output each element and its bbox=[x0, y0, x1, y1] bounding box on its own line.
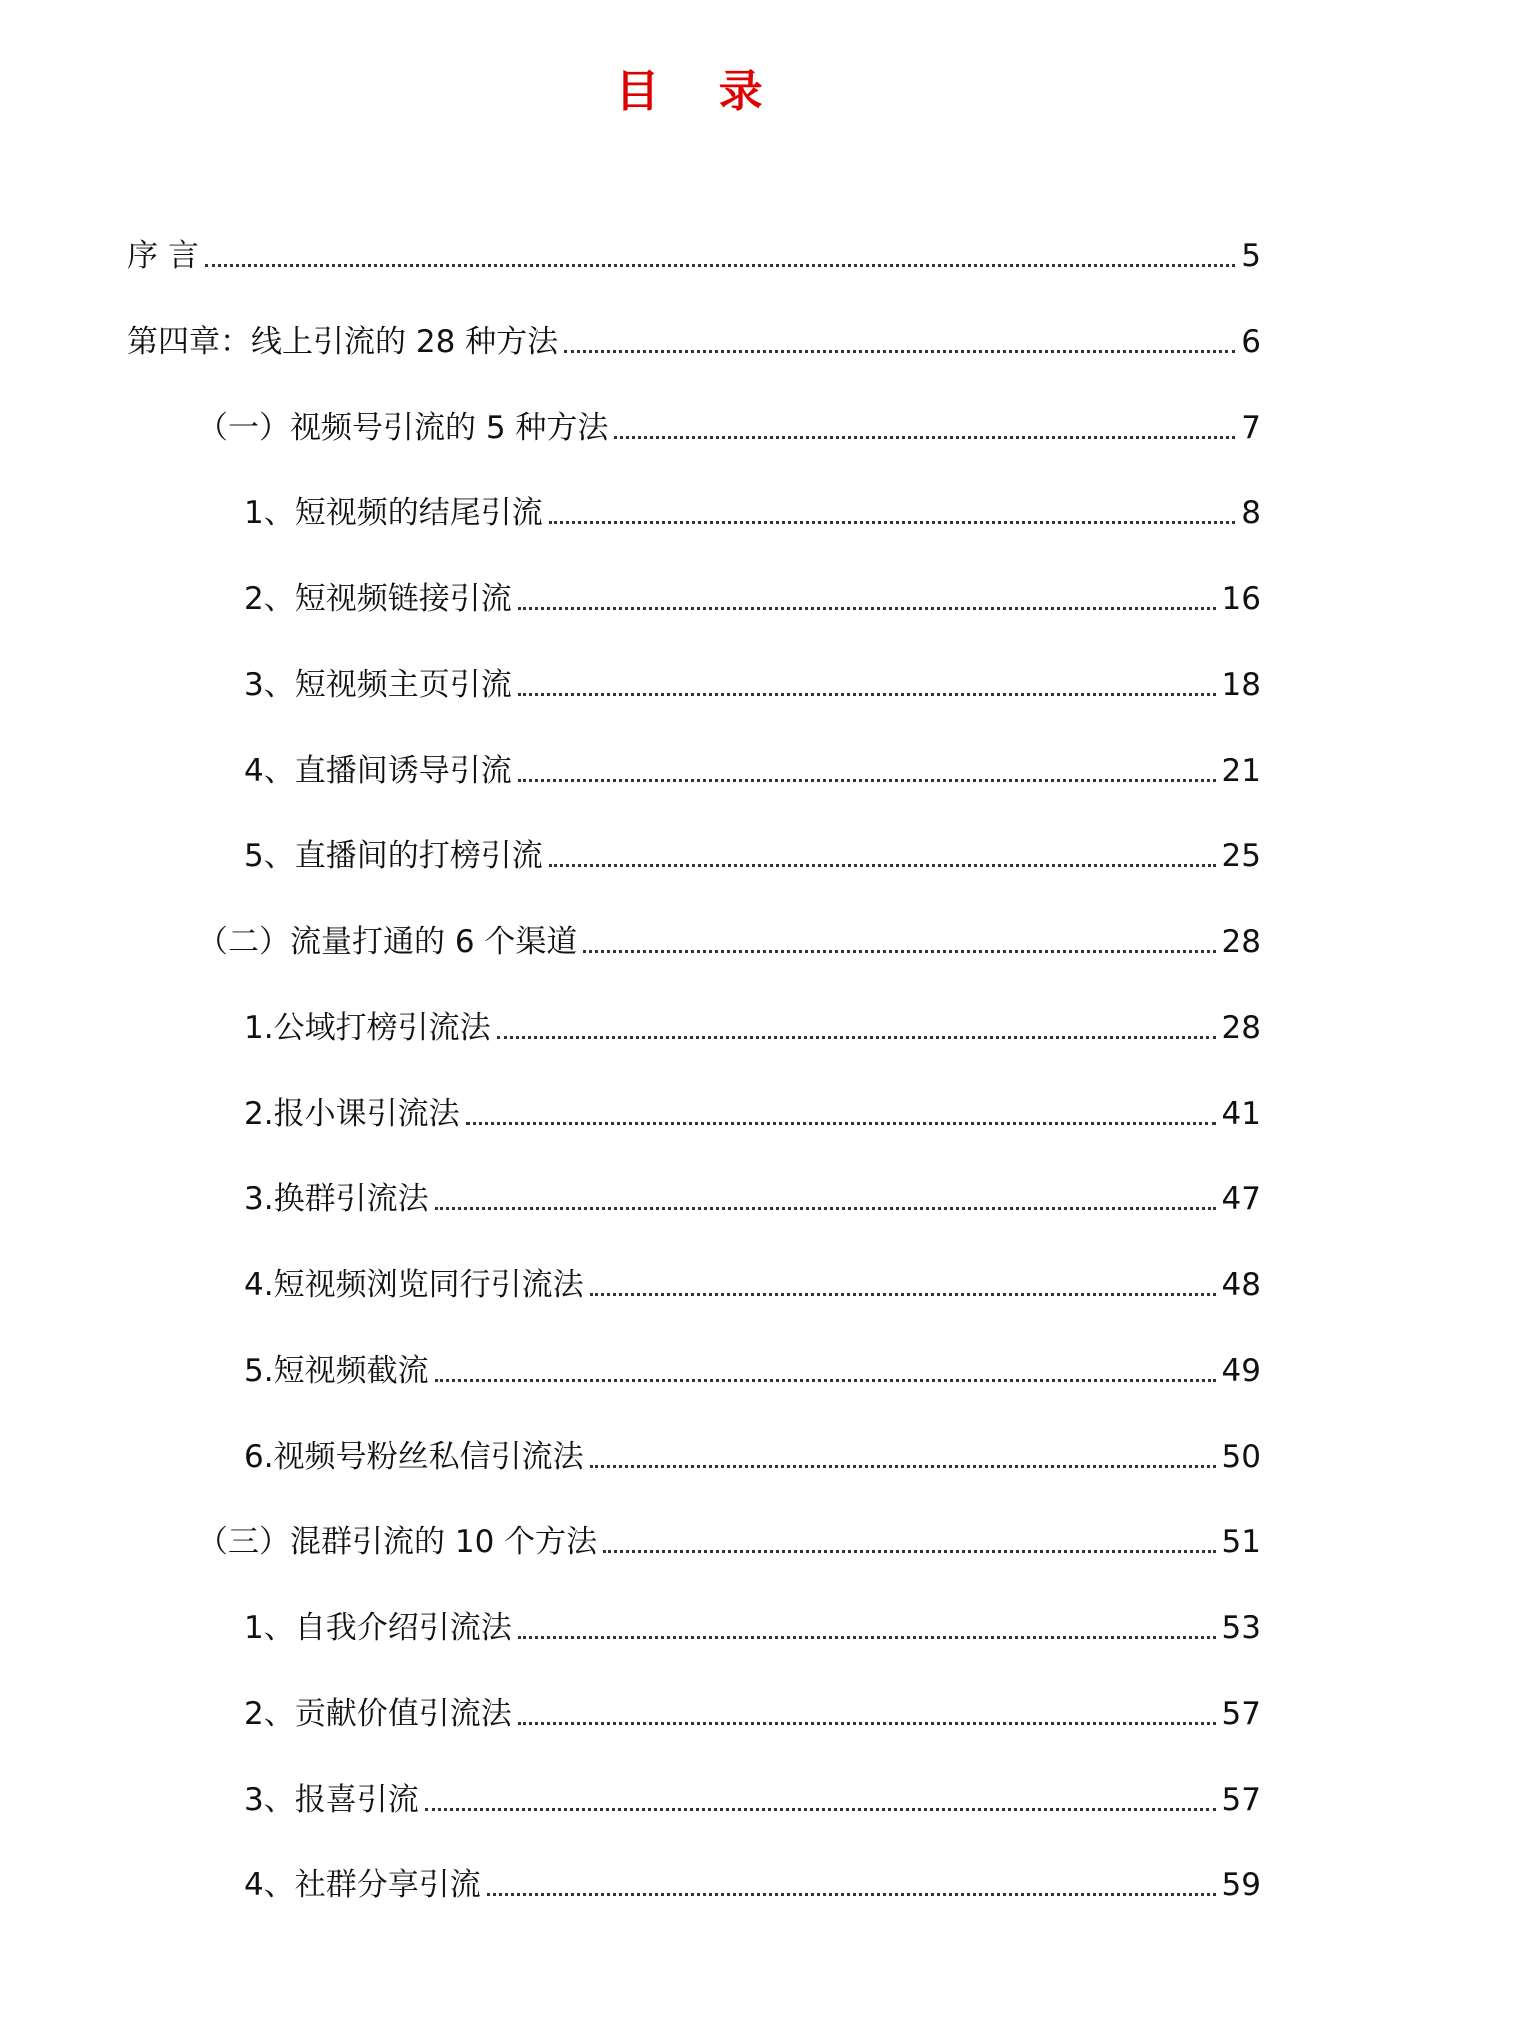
toc-page-number: 25 bbox=[1221, 838, 1261, 874]
toc-entry-label: 6.视频号粉丝私信引流法 bbox=[244, 1439, 584, 1475]
toc-entry-label: 序 言 bbox=[127, 238, 199, 274]
toc-entry[interactable] bbox=[244, 661, 1261, 705]
toc-entry-label: 2、贡献价值引流法 bbox=[244, 1696, 512, 1732]
dot-leader bbox=[518, 1722, 1216, 1725]
toc-page-number: 7 bbox=[1241, 410, 1261, 446]
dot-leader bbox=[518, 779, 1216, 782]
dot-leader bbox=[518, 693, 1216, 696]
toc-entry-section-1[interactable] bbox=[197, 404, 1261, 448]
dot-leader bbox=[466, 1122, 1216, 1125]
dot-leader bbox=[497, 1036, 1216, 1039]
toc-page-number: 53 bbox=[1221, 1610, 1261, 1646]
dot-leader bbox=[425, 1808, 1216, 1811]
toc-page-number: 41 bbox=[1221, 1096, 1261, 1132]
toc-page-number: 21 bbox=[1221, 753, 1261, 789]
toc-page-number: 59 bbox=[1221, 1867, 1261, 1903]
toc-entry[interactable] bbox=[244, 747, 1261, 791]
toc-page-number: 48 bbox=[1221, 1267, 1261, 1303]
toc-entry-label: （二）流量打通的 6 个渠道 bbox=[197, 924, 578, 960]
dot-leader bbox=[518, 1636, 1216, 1639]
toc-entry-label: 2.报小课引流法 bbox=[244, 1096, 460, 1132]
toc-entry-label: 3.换群引流法 bbox=[244, 1181, 429, 1217]
toc-entry[interactable] bbox=[244, 832, 1261, 876]
dot-leader bbox=[518, 607, 1216, 610]
toc-entry-label: （一）视频号引流的 5 种方法 bbox=[197, 410, 609, 446]
dot-leader bbox=[583, 950, 1215, 953]
toc-entry[interactable] bbox=[244, 1433, 1261, 1477]
dot-leader bbox=[614, 436, 1235, 439]
toc-entry[interactable] bbox=[244, 1175, 1261, 1219]
toc-page-number: 51 bbox=[1221, 1524, 1261, 1560]
toc-entry[interactable] bbox=[244, 1347, 1261, 1391]
toc-entry-label: 4、直播间诱导引流 bbox=[244, 753, 512, 789]
toc-entry-label: 5、直播间的打榜引流 bbox=[244, 838, 543, 874]
toc-entry-label: （三）混群引流的 10 个方法 bbox=[197, 1524, 598, 1560]
toc-entry-label: 4.短视频浏览同行引流法 bbox=[244, 1267, 584, 1303]
toc-page-number: 8 bbox=[1241, 495, 1261, 531]
toc-entry-chapter-4[interactable] bbox=[127, 318, 1261, 362]
dot-leader bbox=[549, 864, 1216, 867]
toc-page-number: 5 bbox=[1241, 238, 1261, 274]
toc-entry-label: 2、短视频链接引流 bbox=[244, 581, 512, 617]
toc-entry-section-2[interactable] bbox=[197, 918, 1261, 962]
toc-entry-label: 1.公域打榜引流法 bbox=[244, 1010, 491, 1046]
toc-page-number: 49 bbox=[1221, 1353, 1261, 1389]
toc-entry-label: 3、报喜引流 bbox=[244, 1782, 419, 1818]
toc-page-number: 28 bbox=[1221, 924, 1261, 960]
dot-leader bbox=[205, 264, 1235, 267]
page-title: 目 录 bbox=[615, 66, 785, 117]
toc-entry[interactable] bbox=[244, 1776, 1261, 1820]
toc-page-number: 6 bbox=[1241, 324, 1261, 360]
dot-leader bbox=[487, 1893, 1216, 1896]
toc-page-number: 18 bbox=[1221, 667, 1261, 703]
toc-entry[interactable] bbox=[244, 1004, 1261, 1048]
toc-page-number: 16 bbox=[1221, 581, 1261, 617]
dot-leader bbox=[603, 1550, 1215, 1553]
dot-leader bbox=[435, 1379, 1216, 1382]
toc-entry-label: 5.短视频截流 bbox=[244, 1353, 429, 1389]
toc-entry-label: 第四章：线上引流的 28 种方法 bbox=[127, 324, 559, 360]
toc-entry[interactable] bbox=[244, 1861, 1261, 1905]
toc-entry-preface[interactable] bbox=[127, 232, 1261, 276]
dot-leader bbox=[435, 1207, 1216, 1210]
toc-entry-label: 1、自我介绍引流法 bbox=[244, 1610, 512, 1646]
dot-leader bbox=[564, 350, 1235, 353]
toc-page-number: 57 bbox=[1221, 1696, 1261, 1732]
toc-entry[interactable] bbox=[244, 1690, 1261, 1734]
toc-entry-label: 3、短视频主页引流 bbox=[244, 667, 512, 703]
toc-entry[interactable] bbox=[244, 1604, 1261, 1648]
toc-entry[interactable] bbox=[244, 575, 1261, 619]
dot-leader bbox=[590, 1293, 1216, 1296]
toc-entry[interactable] bbox=[244, 1261, 1261, 1305]
toc-page-number: 47 bbox=[1221, 1181, 1261, 1217]
dot-leader bbox=[549, 521, 1236, 524]
toc-entry-section-3[interactable] bbox=[197, 1518, 1261, 1562]
toc-page-number: 57 bbox=[1221, 1782, 1261, 1818]
toc-page-number: 28 bbox=[1221, 1010, 1261, 1046]
dot-leader bbox=[590, 1465, 1216, 1468]
toc-entry[interactable] bbox=[244, 489, 1261, 533]
toc-entry-label: 4、社群分享引流 bbox=[244, 1867, 481, 1903]
toc-entry[interactable] bbox=[244, 1090, 1261, 1134]
toc-page-number: 50 bbox=[1221, 1439, 1261, 1475]
toc-entry-label: 1、短视频的结尾引流 bbox=[244, 495, 543, 531]
